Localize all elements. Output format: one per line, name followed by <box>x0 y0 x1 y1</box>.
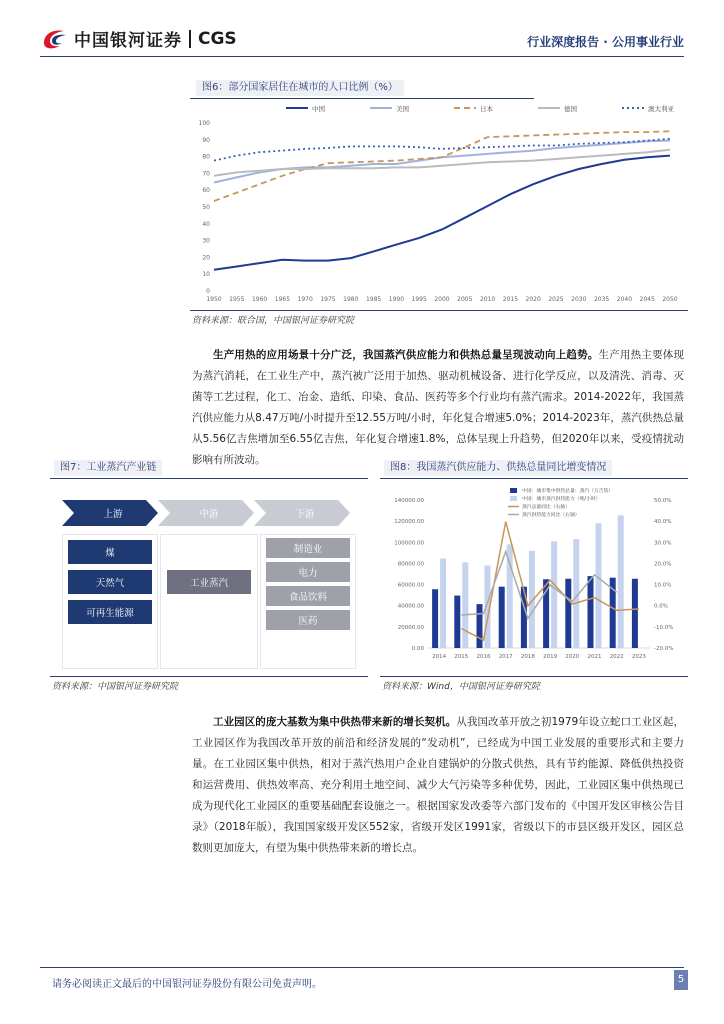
bar-series-0 <box>632 579 638 648</box>
x-tick-label: 2017 <box>498 654 513 660</box>
x-tick-label: 2030 <box>571 296 587 303</box>
series-line-3 <box>214 150 670 176</box>
figure-8-title: 图8：我国蒸汽供应能力、供热总量同比增变情况 <box>384 460 612 476</box>
stage-midstream: 中游 <box>199 509 219 520</box>
midstream-industrial-steam: 工业蒸汽 <box>167 570 251 594</box>
bar-series-1 <box>462 562 468 648</box>
y-tick-label: 10 <box>202 271 210 279</box>
bar-series-1 <box>551 541 557 648</box>
paragraph-industrial-parks <box>192 712 684 859</box>
figure-8-source: 资料来源：Wind，中国银河证券研究院 <box>382 682 540 692</box>
stage-upstream: 上游 <box>103 509 123 520</box>
bar-series-1 <box>440 558 446 648</box>
x-tick-label: 2023 <box>631 654 646 660</box>
paragraph-1-body: 生产用热主要体现为蒸汽消耗，在工业生产中，蒸汽被广泛用于加热、驱动机械设备、进行化学反应，以及清洗、消毒、灭菌等工艺过程，化工、冶金、造纸、印染、食品、医药等多个行业均有蒸汽需求。2014-2022年，我国蒸汽供应能力从8.47万吨/小时提升至12.55万吨/小时，年化复合增速5.0%；2014-2023年，蒸汽供热总量从5.56亿吉焦增加至6.55亿吉焦，年化复合增速1.8%，总体呈现上升趋势，但2020年以来，受疫情扰动影响有所波动。 <box>192 349 685 466</box>
y-tick-label: 100 <box>198 120 210 127</box>
x-tick-label: 1970 <box>297 296 313 303</box>
figure-6-source: 资料来源：联合国，中国银河证券研究院 <box>192 316 355 326</box>
legend-label-3: 蒸汽供热能力同比（右轴） <box>522 513 580 518</box>
y-right-tick-label: 10.0% <box>654 582 672 589</box>
bar-series-0 <box>543 579 549 648</box>
y-right-tick-label: 20.0% <box>654 561 672 568</box>
y-left-tick-label: 60000.00 <box>397 582 424 589</box>
header-rule <box>40 56 684 57</box>
paragraph-steam-supply <box>192 345 684 471</box>
y-tick-label: 50 <box>202 204 210 211</box>
x-tick-label: 2005 <box>457 296 473 303</box>
upstream-renewables: 可再生能源 <box>68 600 152 624</box>
legend-label-1: 中国：城市蒸汽供热能力（吨/小时） <box>522 497 601 502</box>
series-line-0 <box>214 156 670 270</box>
x-tick-label: 1955 <box>229 296 245 303</box>
y-tick-label: 90 <box>202 136 210 144</box>
figure-7-bottom-rule <box>50 676 368 677</box>
legend-label-2: 蒸汽总量同比（右轴） <box>522 505 570 510</box>
x-tick-label: 1965 <box>274 296 291 303</box>
legend-swatch-0 <box>510 488 517 493</box>
legend-label-1: 美国 <box>396 105 409 113</box>
bar-series-1 <box>618 515 624 648</box>
figure-7-top-rule <box>50 478 368 479</box>
y-left-tick-label: 0.00 <box>411 646 424 652</box>
bar-series-1 <box>507 544 513 648</box>
figure-6-bottom-rule <box>190 310 688 311</box>
x-tick-label: 2014 <box>432 654 447 660</box>
paragraph-1-lead: 生产用热的应用场景十分广泛，我国蒸汽供应能力和供热总量呈现波动向上趋势。 <box>213 349 599 361</box>
x-tick-label: 2025 <box>548 296 564 303</box>
downstream-power: 电力 <box>266 562 350 582</box>
y-right-tick-label: -20.0% <box>654 646 674 652</box>
logo-chinese-text: 中国银河证券 <box>74 31 182 51</box>
x-tick-label: 1990 <box>388 296 405 303</box>
y-tick-label: 20 <box>202 254 210 262</box>
cgs-logo-icon <box>40 27 70 51</box>
y-left-tick-label: 100000.00 <box>394 540 424 547</box>
report-type-label: 行业深度报告 · 公用事业行业 <box>527 35 684 49</box>
legend-label-3: 德国 <box>564 105 577 113</box>
y-right-tick-label: 30.0% <box>654 540 672 547</box>
bar-series-0 <box>454 596 460 648</box>
y-left-tick-label: 80000.00 <box>397 561 424 568</box>
x-tick-label: 1985 <box>365 296 382 303</box>
footer-rule <box>40 967 684 968</box>
y-tick-label: 80 <box>202 153 210 161</box>
y-left-tick-label: 140000.00 <box>394 498 424 504</box>
legend-label-2: 日本 <box>480 105 493 113</box>
bar-series-1 <box>596 523 602 648</box>
upstream-coal: 煤 <box>68 540 152 564</box>
x-tick-label: 2040 <box>616 296 633 303</box>
bar-series-0 <box>432 589 438 648</box>
y-tick-label: 0 <box>206 288 210 295</box>
paragraph-2-lead: 工业园区的庞大基数为集中供热带来新的增长契机。 <box>213 716 457 728</box>
figure-6-top-rule <box>190 98 534 99</box>
downstream-medicine: 医药 <box>266 610 350 630</box>
stage-downstream: 下游 <box>295 509 315 520</box>
bar-series-0 <box>499 587 505 648</box>
x-tick-label: 1950 <box>206 296 222 303</box>
x-tick-label: 2018 <box>520 654 535 660</box>
y-right-tick-label: 0.0% <box>654 603 668 610</box>
x-tick-label: 1980 <box>343 296 359 303</box>
x-tick-label: 2000 <box>434 296 450 303</box>
steam-supply-bar-chart <box>380 482 688 674</box>
x-tick-label: 2019 <box>543 654 558 660</box>
x-tick-label: 2045 <box>639 296 655 303</box>
brand-logo <box>40 26 237 51</box>
x-tick-label: 2021 <box>587 654 602 660</box>
y-left-tick-label: 20000.00 <box>397 624 424 631</box>
figure-8-top-rule <box>380 478 688 479</box>
x-tick-label: 1975 <box>320 296 336 303</box>
x-tick-label: 2015 <box>454 654 469 660</box>
midstream-column <box>160 534 258 669</box>
figure-7-source: 资料来源：中国银河证券研究院 <box>52 682 179 692</box>
y-left-tick-label: 120000.00 <box>394 519 424 526</box>
x-tick-label: 2035 <box>593 296 610 303</box>
y-right-tick-label: 40.0% <box>654 519 672 526</box>
bar-series-0 <box>588 576 594 648</box>
y-right-tick-label: 50.0% <box>654 498 672 504</box>
y-tick-label: 60 <box>202 187 210 195</box>
x-tick-label: 2050 <box>662 296 678 303</box>
legend-label-4: 澳大利亚 <box>648 105 674 113</box>
paragraph-2-body: 从我国改革开放之初1979年设立蛇口工业区起，工业园区作为我国改革开放的前沿和经济发展的“发动机”，已经成为中国工业发展的重要形式和主要力量。在工业园区集中供热，相对于蒸汽热用户企业自建锅炉的分散式供热，具有节约能源、降低供热投资和运营费用、供热效率高、充分利用土地空间、减少大气污染等多种优势，因此，工业园区集中供热现已成为现代化工业园区的重要基础配套设施之一。根据国家发改委等六部门发布的《中国开发区审核公告目录》（2018年版），我国国家级开发区552家，省级开发区1991家，省级以下的市县区级开发区，园区总数则更加庞大，有望为集中供热带来新的增长点。 <box>192 716 684 854</box>
page-number: 5 <box>674 970 688 990</box>
x-tick-label: 2020 <box>525 296 541 303</box>
x-tick-label: 2020 <box>565 654 580 660</box>
bar-series-0 <box>477 604 483 648</box>
x-tick-label: 2022 <box>609 654 624 660</box>
y-tick-label: 70 <box>202 170 210 178</box>
downstream-food-beverage: 食品饮料 <box>266 586 350 606</box>
bar-series-0 <box>565 579 571 648</box>
y-right-tick-label: -10.0% <box>654 624 674 631</box>
y-tick-label: 40 <box>202 220 210 228</box>
y-tick-label: 30 <box>202 237 210 245</box>
downstream-manufacturing: 制造业 <box>266 538 350 558</box>
logo-english-text: CGS <box>198 28 237 49</box>
upstream-natural-gas: 天然气 <box>68 570 152 594</box>
legend-swatch-1 <box>510 496 517 501</box>
x-tick-label: 2016 <box>476 654 491 660</box>
x-tick-label: 1960 <box>251 296 268 303</box>
x-tick-label: 2010 <box>479 296 496 303</box>
x-tick-label: 2015 <box>502 296 519 303</box>
legend-label-0: 中国：城市集中供热总量：蒸汽（万吉焦） <box>522 489 614 494</box>
figure-7-title: 图7：工业蒸汽产业链 <box>54 460 162 476</box>
figure-8-bottom-rule <box>380 676 688 677</box>
logo-divider <box>189 30 191 48</box>
industry-chain-diagram <box>54 494 366 672</box>
figure-6-title: 图6：部分国家居住在城市的人口比例（%） <box>196 80 404 96</box>
x-tick-label: 1995 <box>411 296 427 303</box>
legend-label-0: 中国 <box>312 105 325 113</box>
footer-disclaimer: 请务必阅读正文最后的中国银河证券股份有限公司免责声明。 <box>52 979 322 990</box>
urbanization-line-chart <box>196 100 684 308</box>
y-left-tick-label: 40000.00 <box>397 603 424 610</box>
